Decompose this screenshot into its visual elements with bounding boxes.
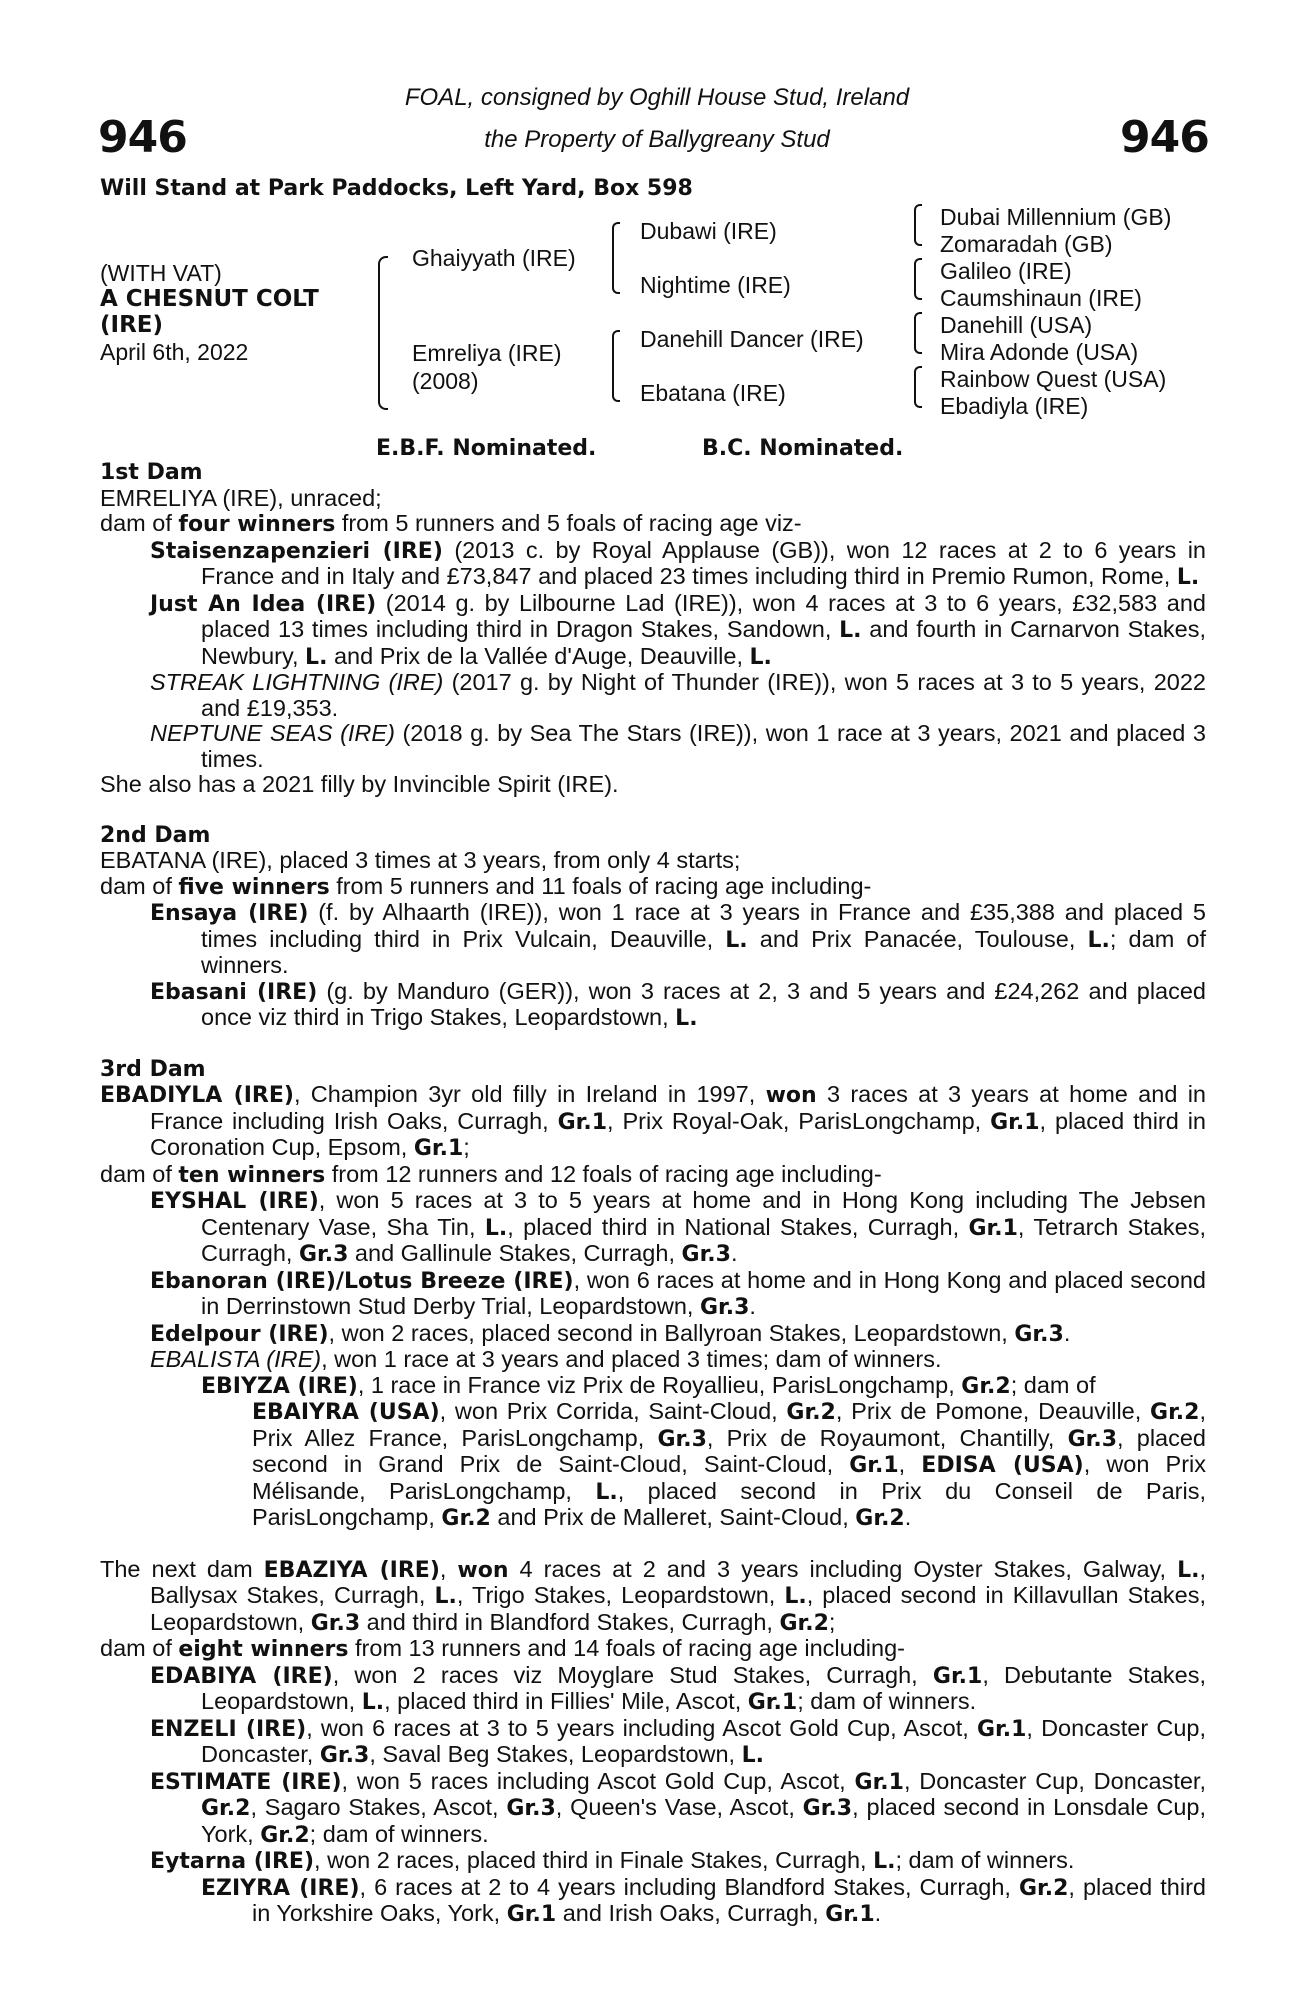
brace-ss bbox=[914, 204, 922, 246]
third-dam-heading: 3rd Dam bbox=[100, 1056, 206, 1082]
ped-sdd: Caumshinaun (IRE) bbox=[940, 285, 1142, 311]
next-dam-line: The next dam EBAZIYA (IRE), won 4 races at 2 and 3 years including Oyster Stakes, Galway, L., Ballysax Stakes, Curragh, L., Trigo Stakes, Leopardstown, L., placed second in Killavullan Stakes, Leopardstown, Gr.3 and third in Blandford Stakes, Curragh, Gr.2; bbox=[100, 1555, 1206, 1636]
dam-dam: Ebatana (IRE) bbox=[640, 380, 786, 406]
produce-entry: ESTIMATE (IRE), won 5 races including Ascot Gold Cup, Ascot, Gr.1, Doncaster Cup, Doncaster, Gr.2, Sagaro Stakes, Ascot, Gr.3, Queen's Vase, Ascot, Gr.3, placed second in Lonsdale Cup, York, Gr.2; dam of winners. bbox=[150, 1767, 1206, 1848]
produce-entry: Ebanoran (IRE)/Lotus Breeze (IRE), won 6 races at home and in Hong Kong and placed second in Derrinstown Stud Derby Trial, Leopardstown, Gr.3. bbox=[150, 1266, 1206, 1320]
horse-name: A CHESNUT COLT bbox=[100, 286, 319, 312]
first-dam-line: EMRELIYA (IRE), unraced; bbox=[100, 484, 382, 511]
produce-entry: Edelpour (IRE), won 2 races, placed second in Ballyroan Stakes, Leopardstown, Gr.3. bbox=[150, 1319, 1071, 1347]
brace-gen1 bbox=[378, 256, 388, 410]
second-dam-produce-summary: dam of five winners from 5 runners and 11 foals of racing age including- bbox=[100, 872, 872, 900]
ped-sds: Galileo (IRE) bbox=[940, 258, 1072, 284]
first-dam-note: She also has a 2021 filly by Invincible Spirit (IRE). bbox=[100, 771, 619, 797]
dam-year: (2008) bbox=[412, 368, 479, 394]
sire-sire: Dubawi (IRE) bbox=[640, 218, 777, 244]
next-dam-produce-summary: dam of eight winners from 13 runners and 14 foals of racing age including- bbox=[100, 1635, 905, 1662]
property-line: the Property of Ballygreany Stud bbox=[484, 126, 830, 153]
date-of-birth: April 6th, 2022 bbox=[100, 339, 249, 365]
ped-ssd: Zomaradah (GB) bbox=[940, 231, 1113, 257]
lot-number-left: 946 bbox=[98, 112, 187, 163]
produce-entry-gen3: EBAIYRA (USA), won Prix Corrida, Saint-Cloud, Gr.2, Prix de Pomone, Deauville, Gr.2, Prix Allez France, ParisLongchamp, Gr.3, Prix de Royaumont, Chantilly, Gr.3, placed second in Grand Prix de Saint-Cloud, Saint-Cloud, Gr.1, EDISA (USA), won Prix Mélisande, ParisLongchamp, L., placed second in Prix du Conseil de Paris, ParisLongchamp, Gr.2 and Prix de Malleret, Saint-Cloud, Gr.2. bbox=[252, 1398, 1207, 1531]
catalogue-body bbox=[100, 460, 1206, 1928]
vat-label: (WITH VAT) bbox=[100, 260, 222, 286]
produce-entry: EBALISTA (IRE), won 1 race at 3 years and placed 3 times; dam of winners. bbox=[150, 1346, 942, 1372]
first-dam-produce-summary: dam of four winners from 5 runners and 5 foals of racing age viz- bbox=[100, 510, 802, 537]
dam-sire: Danehill Dancer (IRE) bbox=[640, 326, 864, 352]
consignor-line: FOAL, consigned by Oghill House Stud, Ireland bbox=[404, 84, 910, 111]
ped-dds: Rainbow Quest (USA) bbox=[940, 366, 1167, 392]
bc-nominated: B.C. Nominated. bbox=[702, 436, 904, 461]
produce-entry: Eytarna (IRE), won 2 races, placed third in Finale Stakes, Curragh, L.; dam of winners. bbox=[150, 1847, 1075, 1874]
third-dam-line: EBADIYLA (IRE), Champion 3yr old filly in Ireland in 1997, won 3 races at 3 years at home and in France including Irish Oaks, Curragh, Gr.1, Prix Royal-Oak, ParisLongchamp, Gr.1, placed third in Coronation Cup, Epsom, Gr.1; bbox=[100, 1081, 1206, 1161]
first-dam-heading: 1st Dam bbox=[100, 460, 203, 485]
brace-dd bbox=[914, 366, 922, 408]
produce-entry: Ensaya (IRE) (f. by Alhaarth (IRE)), won 1 race at 3 years in France and £35,388 and placed 5 times including third in Prix Vulcain, Deauville, L. and Prix Panacée, Toulouse, L.; dam of winners. bbox=[150, 899, 1207, 978]
second-dam-line: EBATANA (IRE), placed 3 times at 3 years, from only 4 starts; bbox=[100, 847, 741, 873]
ped-dss: Danehill (USA) bbox=[940, 312, 1093, 338]
brace-sire bbox=[612, 222, 620, 294]
produce-entry: Staisenzapenzieri (IRE) (2013 c. by Royal Applause (GB)), won 12 races at 2 to 6 years in France and in Italy and £73,847 and placed 23 times including third in Premio Rumon, Rome, L. bbox=[150, 536, 1206, 590]
dam: Emreliya (IRE) bbox=[412, 340, 562, 366]
produce-entry: NEPTUNE SEAS (IRE) (2018 g. by Sea The Stars (IRE)), won 1 race at 3 years, 2021 and placed 3 times. bbox=[150, 720, 1206, 772]
sire: Ghaiyyath (IRE) bbox=[412, 245, 576, 271]
brace-ds bbox=[914, 312, 922, 354]
ped-ddd: Ebadiyla (IRE) bbox=[940, 393, 1089, 419]
produce-entry: EYSHAL (IRE), won 5 races at 3 to 5 years at home and in Hong Kong including The Jebsen Centenary Vase, Sha Tin, L., placed third in National Stakes, Curragh, Gr.1, Tetrarch Stakes, Curragh, Gr.3 and Gallinule Stakes, Curragh, Gr.3. bbox=[150, 1187, 1206, 1267]
produce-entry: STREAK LIGHTNING (IRE) (2017 g. by Night of Thunder (IRE)), won 5 races at 3 to 5 years, 2022 and £19,353. bbox=[150, 669, 1206, 721]
brace-dam bbox=[612, 330, 620, 402]
horse-country: (IRE) bbox=[100, 312, 164, 338]
sire-dam: Nightime (IRE) bbox=[640, 272, 791, 298]
ped-sss: Dubai Millennium (GB) bbox=[940, 204, 1172, 230]
brace-sd bbox=[914, 258, 922, 300]
lot-number-right: 946 bbox=[1120, 112, 1209, 163]
ped-dsd: Mira Adonde (USA) bbox=[940, 339, 1139, 365]
third-dam-produce-summary: dam of ten winners from 12 runners and 12 foals of racing age including- bbox=[100, 1160, 882, 1188]
produce-entry: Ebasani (IRE) (g. by Manduro (GER)), won 3 races at 2, 3 and 5 years and £24,262 and placed once viz third in Trigo Stakes, Leopardstown, L. bbox=[150, 977, 1206, 1031]
ebf-nominated: E.B.F. Nominated. bbox=[376, 436, 597, 461]
produce-entry-gen2: EBIYZA (IRE), 1 race in France viz Prix de Royallieu, ParisLongchamp, Gr.2; dam of bbox=[201, 1371, 1096, 1399]
produce-entry: ENZELI (IRE), won 6 races at 3 to 5 years including Ascot Gold Cup, Ascot, Gr.1, Doncaster Cup, Doncaster, Gr.3, Saval Beg Stakes, Leopardstown, L. bbox=[150, 1714, 1206, 1768]
produce-entry-gen2: EZIYRA (IRE), 6 races at 2 to 4 years including Blandford Stakes, Curragh, Gr.2, placed third in Yorkshire Oaks, York, Gr.1 and Irish Oaks, Curragh, Gr.1. bbox=[201, 1873, 1206, 1927]
second-dam-heading: 2nd Dam bbox=[100, 822, 211, 848]
produce-entry: EDABIYA (IRE), won 2 races viz Moyglare Stud Stakes, Curragh, Gr.1, Debutante Stakes, Leopardstown, L., placed third in Fillies' Mile, Ascot, Gr.1; dam of winners. bbox=[150, 1661, 1207, 1715]
stand-location: Will Stand at Park Paddocks, Left Yard, Box 598 bbox=[100, 176, 693, 201]
produce-entry: Just An Idea (IRE) (2014 g. by Lilbourne Lad (IRE)), won 4 races at 3 to 6 years, £32,583 and placed 13 times including third in Dragon Stakes, Sandown, L. and fourth in Carnarvon Stakes, Newbury, L. and Prix de la Vallée d'Auge, Deauville, L. bbox=[150, 589, 1206, 670]
